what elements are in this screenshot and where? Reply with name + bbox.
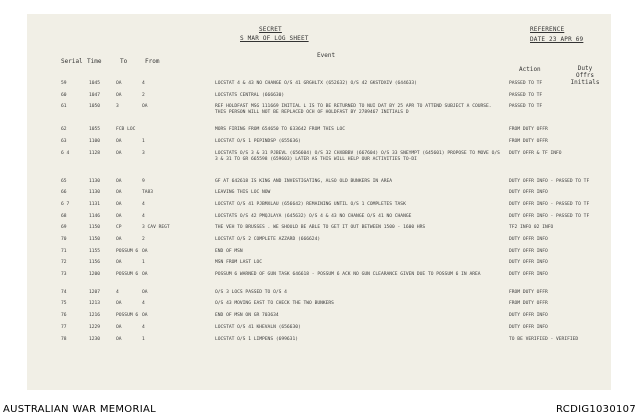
- column-header-from: From: [145, 58, 160, 65]
- cell-to: OA: [116, 325, 122, 330]
- log-entries: [27, 14, 611, 390]
- cell-action: FROM DUTY OFFR: [509, 301, 548, 306]
- column-header-time: Time: [87, 58, 102, 65]
- cell-from: 4: [142, 202, 145, 207]
- cell-from: 4: [142, 301, 145, 306]
- cell-event: LOCSTATS O/S 42 PMQJLAYA (645632) O/S 4 & 43 NO CHANGE O/S 41 NO CHANGE: [215, 214, 412, 219]
- cell-serial: 73: [61, 272, 67, 277]
- cell-time: 1200: [89, 272, 101, 277]
- cell-time: 1207: [89, 290, 101, 295]
- cell-action: FROM DUTY OFFR: [509, 127, 548, 132]
- cell-from: 3: [142, 151, 145, 156]
- cell-action: PASSED TO TF: [509, 93, 543, 98]
- cell-serial: 61: [61, 104, 67, 109]
- footer-record-id: RCDIG1030107: [556, 404, 636, 415]
- cell-time: 1130: [89, 179, 101, 184]
- cell-action: DUTY OFFR INFO: [509, 260, 548, 265]
- column-header-serial: Serial: [61, 58, 83, 65]
- cell-event: MORS FIRING FROM 654650 TO 633642 FROM THIS LOC: [215, 127, 345, 132]
- cell-from: 4: [142, 325, 145, 330]
- cell-serial: 66: [61, 190, 67, 195]
- cell-action: DUTY OFFR INFO: [509, 325, 548, 330]
- cell-to: POSSUM 6: [116, 249, 139, 254]
- cell-serial: 62: [61, 127, 67, 132]
- reference-heading: REFERENCE: [530, 26, 565, 33]
- cell-serial: 74: [61, 290, 67, 295]
- cell-action: FROM DUTY OFFR: [509, 290, 548, 295]
- cell-action: DUTY OFFR INFO: [509, 272, 548, 277]
- cell-event: LOCSTAT O/S 1 LIMPENS (699631): [215, 337, 298, 342]
- cell-time: 1150: [89, 225, 101, 230]
- cell-from: OA: [142, 313, 148, 318]
- sheet-date: DATE 23 APR 69: [530, 36, 584, 43]
- cell-event: LOCSTAT 4 & 43 NO CHANGE O/S 41 GRGHLTX (652632) O/S 42 GKSTDXIV (644633): [215, 81, 417, 86]
- cell-serial: 75: [61, 301, 67, 306]
- cell-serial: 59: [61, 81, 67, 86]
- cell-action: DUTY OFFR INFO - PASSED TO TF: [509, 214, 590, 219]
- cell-serial: 65: [61, 179, 67, 184]
- cell-to: FCB LOC: [116, 127, 136, 132]
- cell-action: DUTY OFFR & TF INFO: [509, 151, 562, 156]
- cell-to: OA: [116, 139, 122, 144]
- cell-serial: 70: [61, 237, 67, 242]
- cell-to: 3: [116, 104, 119, 109]
- cell-action: TO BE VERIFIED - VERIFIED: [509, 337, 579, 342]
- cell-from: 2: [142, 93, 145, 98]
- cell-event: MSN FROM LAST LOC: [215, 260, 263, 265]
- cell-serial: 63: [61, 139, 67, 144]
- cell-serial: 60: [61, 93, 67, 98]
- cell-event: LOCSTAT O/S 2 COMPLETE AZZARD (666624): [215, 237, 321, 242]
- cell-event: O/S 3 LOCS PASSED TO O/S 4: [215, 290, 287, 295]
- cell-from: OA: [142, 290, 148, 295]
- cell-from: 2: [142, 237, 145, 242]
- cell-event: LOCSTAT O/S 1 PEPINDSP (655636): [215, 139, 301, 144]
- cell-event: REF HOLDFAST MSG 111669 INITIAL L IS TO BE RETURNED TO NUI DAT BY 25 APR TO ATTEND SUBJECT A COURSE. THIS PERSON WILL NOT BE REPLACED OCH OF HOLDFAST BY 2789467 INITIALS D: [215, 104, 492, 115]
- cell-event: LOCSTAT O/S 41 KHEVALN (656630): [215, 325, 301, 330]
- cell-to: OA: [116, 190, 122, 195]
- cell-from: 9: [142, 179, 145, 184]
- cell-event: END OF MSN: [215, 249, 243, 254]
- cell-time: 1130: [89, 190, 101, 195]
- cell-to: CP: [116, 225, 122, 230]
- cell-to: POSSUM 6: [116, 272, 139, 277]
- cell-to: OA: [116, 214, 122, 219]
- classification-heading: SECRET: [259, 26, 282, 33]
- cell-action: DUTY OFFR INFO: [509, 190, 548, 195]
- cell-from: TA83: [142, 190, 154, 195]
- cell-time: 1131: [89, 202, 101, 207]
- cell-from: 1: [142, 337, 145, 342]
- cell-to: OA: [116, 81, 122, 86]
- cell-serial: 77: [61, 325, 67, 330]
- cell-serial: 68: [61, 214, 67, 219]
- cell-from: 1: [142, 260, 145, 265]
- sheet-title: S MAR OF LOG SHEET: [240, 35, 309, 42]
- cell-event: THE VEH TO BRUSSES . WE SHOULD BE ABLE TO GET IT OUT BETWEEN 1500 - 1600 HRS: [215, 225, 426, 230]
- cell-action: TF2 INFO 02 INFO: [509, 225, 554, 230]
- cell-time: 1150: [89, 237, 101, 242]
- cell-from: OA: [142, 104, 148, 109]
- cell-serial: 6 4: [61, 151, 70, 156]
- cell-to: OA: [116, 260, 122, 265]
- cell-serial: 78: [61, 337, 67, 342]
- cell-time: 1216: [89, 313, 101, 318]
- cell-from: 1: [142, 139, 145, 144]
- cell-event: LOCSTAT O/S 41 PJBMXLAU (656642) REMAINING UNTIL O/S 1 COMPLETES TASK: [215, 202, 406, 207]
- cell-serial: 72: [61, 260, 67, 265]
- cell-action: PASSED TO TF: [509, 104, 543, 109]
- cell-to: OA: [116, 301, 122, 306]
- cell-time: 1156: [89, 260, 101, 265]
- cell-to: OA: [116, 337, 122, 342]
- cell-action: DUTY OFFR INFO - PASSED TO TF: [509, 179, 590, 184]
- cell-action: FROM DUTY OFFR: [509, 139, 548, 144]
- cell-serial: 6 7: [61, 202, 70, 207]
- cell-time: 1055: [89, 127, 101, 132]
- cell-event: O/S 43 MOVING EAST TO CHECK THE TWO BUNKERS: [215, 301, 334, 306]
- cell-action: DUTY OFFR INFO: [509, 237, 548, 242]
- cell-from: OA: [142, 272, 148, 277]
- cell-time: 1213: [89, 301, 101, 306]
- cell-time: 1050: [89, 104, 101, 109]
- cell-time: 1045: [89, 81, 101, 86]
- cell-to: OA: [116, 93, 122, 98]
- cell-from: OA: [142, 249, 148, 254]
- cell-event: LOCSTATS O/S 3 & 31 PJBEVL (656604) O/S 32 CHXBBBV (667604) O/S 33 SNEYMPT (645601) PROPOSE TO MOVE O/S 3 & 31 TO GR 665598 (659603) LATER AS THIS WILL HELP OUR ACTIVITIES TO-DI: [215, 151, 500, 162]
- cell-time: 1128: [89, 151, 101, 156]
- cell-to: OA: [116, 237, 122, 242]
- cell-from: 3 CAV REGT: [142, 225, 170, 230]
- cell-to: OA: [116, 151, 122, 156]
- column-header-event: Event: [317, 52, 336, 59]
- cell-action: DUTY OFFR INFO: [509, 249, 548, 254]
- cell-event: END OF MSN ON GR 703634: [215, 313, 279, 318]
- cell-from: 4: [142, 81, 145, 86]
- cell-to: POSSUM 6: [116, 313, 139, 318]
- cell-event: POSSUM 6 WARNED OF GUN TASK 646618 - POSSUM 6 ACK NO GUN CLEARANCE GIVEN DUE TO POSSUM 6 IN AREA: [215, 272, 481, 277]
- cell-time: 1229: [89, 325, 101, 330]
- cell-time: 1146: [89, 214, 101, 219]
- cell-from: 4: [142, 214, 145, 219]
- cell-event: LEAVING THIS LOC NOW: [215, 190, 271, 195]
- cell-serial: 71: [61, 249, 67, 254]
- cell-to: OA: [116, 179, 122, 184]
- cell-serial: 69: [61, 225, 67, 230]
- cell-to: OA: [116, 202, 122, 207]
- cell-serial: 76: [61, 313, 67, 318]
- cell-time: 1100: [89, 139, 101, 144]
- log-sheet-page: [27, 14, 611, 390]
- cell-event: LOCSTATS CENTRAL (666630): [215, 93, 285, 98]
- column-header-action: Action: [519, 66, 541, 73]
- cell-action: PASSED TO TF: [509, 81, 543, 86]
- column-header-to: To: [120, 58, 128, 65]
- cell-time: 1230: [89, 337, 101, 342]
- cell-time: 1047: [89, 93, 101, 98]
- column-header-duty-offrs: Duty Offrs Initials: [570, 65, 600, 86]
- cell-action: DUTY OFFR INFO - PASSED TO TF: [509, 202, 590, 207]
- cell-to: 4: [116, 290, 119, 295]
- cell-time: 1155: [89, 249, 101, 254]
- cell-event: GF AT 642618 IS KING AND INVESTIGATING, ALSO OLD BUNKERS IN AREA: [215, 179, 393, 184]
- footer-institution: AUSTRALIAN WAR MEMORIAL: [3, 404, 156, 415]
- cell-action: DUTY OFFR INFO: [509, 313, 548, 318]
